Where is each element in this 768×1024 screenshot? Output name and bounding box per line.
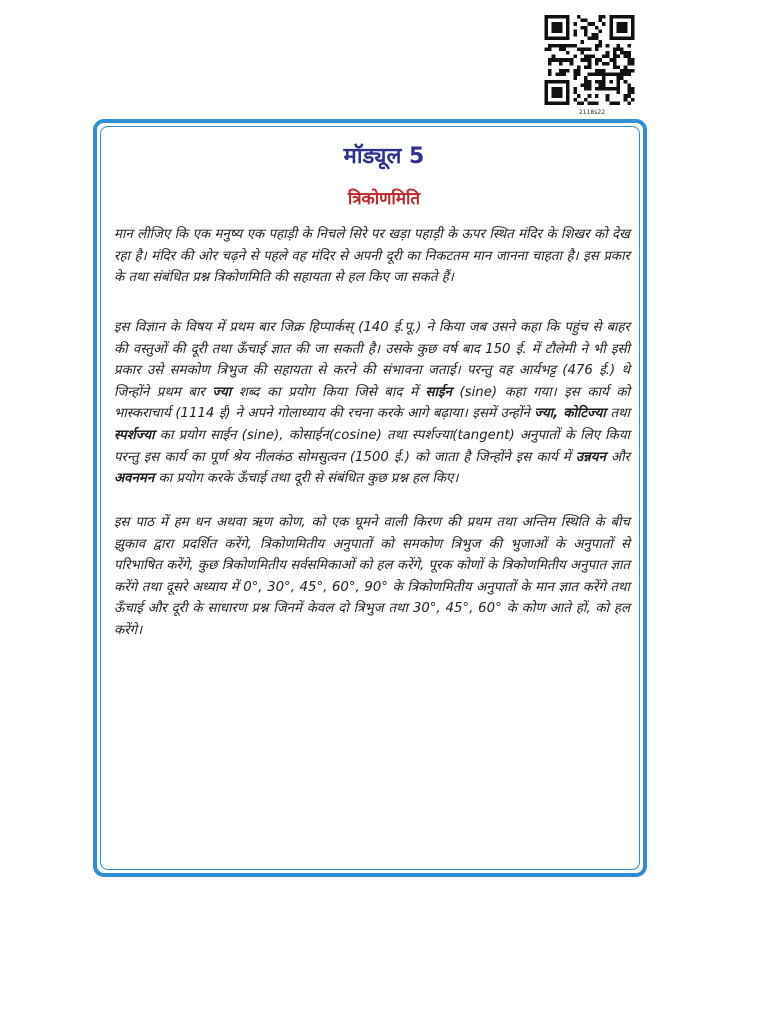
text-run: इस विज्ञान के विषय में प्रथम बार जिक्र हिप्पार्कस् (140 ई.पू.) ने किया जब उसने कहा कि पहुंच से बाहर की वस्तुओं की दूरी तथा ऊँचाई ज्ञात की जा सकती है। उसके कुछ वर्ष बाद 150 ई. में टौलेमी ने भी इसी प्रकार उसे समकोण त्रिभुज की सहायता से करने की संभावना जताई। परन्तु वह आर्यभट्ट (476 ई.) थे जिन्होंने प्रथम बार — [114, 320, 630, 400]
term-sparshajya: स्पर्शज्या — [114, 427, 155, 443]
chapter-title: त्रिकोणमिति — [347, 189, 421, 209]
term-sine: साईन — [425, 384, 452, 400]
intro-paragraph-2 — [114, 317, 630, 490]
term-unnayan: उन्नयन — [575, 449, 606, 465]
module-title: मॉड्यूल 5 — [343, 144, 425, 169]
text-run: शब्द का प्रयोग किया जिसे बाद में — [231, 384, 426, 400]
term-jya-kotijya: ज्या, कोटिज्या — [534, 406, 606, 422]
qr-code-image — [541, 15, 638, 105]
text-run: (sine) कहा गया। इस कार्य को भास्कराचार्य (1114 ई) ने अपने गोलाध्याय की रचना करके आगे बढ़ाया। इसमें उन्होंने — [114, 384, 631, 422]
text-run: का प्रयोग करके ऊँचाई तथा दूरी से संबंधित कुछ प्रश्न हल किए। — [154, 471, 459, 487]
text-run: का प्रयोग साईन (sine), कोसाईन(cosine) तथा स्पर्शज्या(tangent) अनुपातों के लिए किया परन्तु इस कार्य का पूर्ण श्रेय नीलकंठ सोमसुत्वन (1500 ई.) को जाता है जिन्होंने इस कार्य में — [114, 427, 630, 465]
text-run: और — [605, 449, 630, 465]
intro-paragraph-3: इस पाठ में हम धन अथवा ऋण कोण, को एक घूमने वाली किरण की प्रथम तथा अन्तिम स्थिति के बीच झुकाव द्वारा प्रदर्शित करेंगे, त्रिकोणमितीय अनुपातों को समकोण त्रिभुज की भुजाओं के अनुपातों से परिभाषित करेंगे, कुछ त्रिकोणमितीय सर्वसमिकाओं को हल करेंगे, पूरक कोणों के त्रिकोणमितीय अनुपात ज्ञात करेंगे तथा दूसरे अध्याय में 0°, 30°, 45°, 60°, 90° के त्रिकोणमितीय अनुपातों के मान ज्ञात करेंगे तथा ऊँचाई और दूरी के साधारण प्रश्न जिनमें केवल दो त्रिभुज तथा 30°, 45°, 60° के कोण आते हों, को हल करेंगे। — [114, 515, 630, 638]
intro-paragraph-1: मान लीजिए कि एक मनुष्य एक पहाड़ी के निचले सिरे पर खड़ा पहाड़ी के ऊपर स्थित मंदिर के शिखर को देख रहा है। मंदिर की ओर चढ़ने से पहले वह मंदिर से अपनी दूरी का निकटतम मान जानना चाहता है। इस प्रकार के तथा संबंधित प्रश्न त्रिकोणमिति की सहायता से हल किए जा सकते हैं। — [114, 227, 630, 286]
term-jya: ज्या — [212, 384, 232, 400]
text-run: तथा — [605, 406, 630, 422]
term-avanaman: अवनमन — [114, 471, 155, 487]
qr-code-label: 2118s22 — [578, 109, 606, 116]
